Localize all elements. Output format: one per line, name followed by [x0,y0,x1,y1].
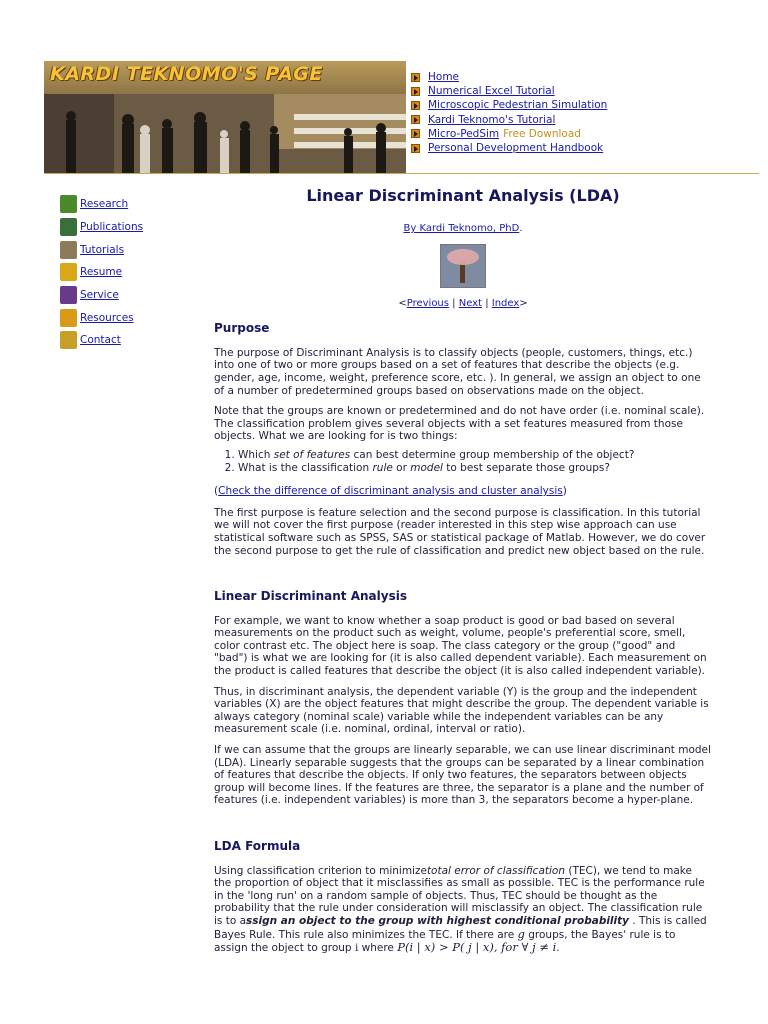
sidebar-link-research[interactable]: Research [80,198,129,211]
list-item: 2. What is the classification rule or model to best separate those groups? [238,462,712,475]
topnav-link-excel[interactable]: Numerical Excel Tutorial [428,85,555,98]
sidebar-item-resources[interactable] [60,306,143,329]
lda-paragraph-3: If we can assume that the groups are linearly separable, we can use linear discriminant model (LDA). Linearly separable suggests that the groups can be separated by a linear combination of features that describe the objects. If only two features, the separators between objects group will become lines. If the features are three, the separator is a plane and the number of features (i.e. independent variables) is more than 3, the separators become a hyper-plane. [214,744,711,807]
topnav-item-home[interactable] [411,70,607,84]
topnav-link-tutorial[interactable]: Kardi Teknomo's Tutorial [428,113,556,126]
purpose-list [216,449,712,474]
topnav-item-handbook[interactable] [411,141,607,155]
banner-title: KARDI TEKNOMO'S PAGE [50,63,323,85]
bayes-rule-formula: P(i | x) > P( j | x), for ∀ j ≠ i [397,940,557,955]
sidebar-link-tutorials[interactable]: Tutorials [80,243,125,256]
sidebar-item-contact[interactable] [60,329,143,352]
topnav-link-home[interactable]: Home [428,71,460,83]
sidebar-item-service[interactable] [60,284,143,307]
check-difference-line: (Check the difference of discriminant analysis and cluster analysis) [214,485,567,498]
arrow-bullet-icon [411,129,420,138]
author-link[interactable]: By Kardi Teknomo, PhD [403,223,520,234]
heading-lda: Linear Discriminant Analysis [214,589,407,604]
sidebar-item-research[interactable] [60,193,143,216]
arrow-bullet-icon [411,144,420,153]
author-suffix: . [519,223,523,234]
free-download-label: Free Download [503,127,581,140]
list-item: 1. Which set of features can best determine group membership of the object? [238,449,712,462]
sidebar-item-publications[interactable] [60,216,143,239]
author-line [214,223,712,236]
topnav-item-pedestrian[interactable] [411,98,607,112]
contact-icon [60,331,77,349]
sidebar-link-resume[interactable]: Resume [80,266,123,279]
lda-paragraph-2: Thus, in discriminant analysis, the dependent variable (Y) is the group and the independent variables (X) are the object features that might describe the group. The dependent variable is always category (nominal scale) variable while the independent variables can be any measurement scale (i.e. nominal, ordinal, interval or ratio). [214,685,709,736]
topnav-item-excel[interactable] [411,84,607,98]
check-difference-link[interactable]: Check the difference of discriminant analysis and cluster analysis [218,485,563,498]
purpose-paragraph-2: Note that the groups are known or predetermined and do not have order (i.e. nominal scale). The classification problem gives several objects with a set features measured from those objects. What we are looking for is two things: [214,405,705,443]
purpose-paragraph-1: The purpose of Discriminant Analysis is to classify objects (people, customers, things, etc.) into one of two or more groups based on a set of features that describe the objects (e.g. gender, age, income, weight, preference score, etc. ). In general, we assign an object to one of a number of predetermined groups based on observations made on the object. [214,346,701,397]
sidebar-link-service[interactable]: Service [80,289,119,302]
resume-icon [60,263,77,281]
topnav-item-pedsim[interactable] [411,127,607,141]
g-symbol: g [517,926,525,941]
sidebar [60,193,143,352]
next-link[interactable]: Next [458,297,483,309]
topnav-link-pedsim[interactable]: Micro-PedSim [428,127,500,140]
sidebar-link-publications[interactable]: Publications [80,221,144,234]
topnav-link-pedestrian[interactable]: Microscopic Pedestrian Simulation [428,99,608,112]
lda-paragraph-1: For example, we want to know whether a soap product is good or bad based on several measurements on the product such as weight, volume, people's preferential score, smell, color contrast etc. The object here is soap. The class category or the group ("good" and "bad") is what we are looking for (it is also called dependent variable). Each measurement on the product is called features that describe the object (it is also called independent variable). [214,614,707,678]
topnav-link-handbook[interactable]: Personal Development Handbook [428,141,604,154]
header-banner [44,61,406,174]
page-title: Linear Discriminant Analysis (LDA) [306,186,620,205]
tree-image [440,244,486,288]
research-icon [60,195,77,213]
formula-paragraph: Using classification criterion to minimizetotal error of classification (TEC), we tend to make the proportion of object that it misclassifies as small as possible. TEC is the performance rule in the 'long run' on a random sample of objects. Thus, TEC should be thought as the probability that the rule under consideration will misclassify an object. The classification rule is to assign an object to the group with highest conditional probability . This is called Bayes Rule. This rule also minimizes the TEC. If there are g groups, the Bayes' rule is to assign the object to group i where P(i | x) > P( j | x), for ∀ j ≠ i. [214,864,707,955]
sidebar-link-contact[interactable]: Contact [80,334,121,347]
topnav-item-tutorial[interactable] [411,113,607,127]
purpose-paragraph-3: The first purpose is feature selection and the second purpose is classification. In this tutorial we will not cover the first purpose (reader interested in this step wise approach can use statistical software such as SPSS, SAS or statistical package of Matlab. However, we do cover the second purpose to get the rule of classification and predict new object based on the rule. [214,506,706,557]
i-symbol: i [354,942,359,955]
tutorials-icon [60,241,77,259]
banner-photo [44,94,406,174]
top-navigation [411,70,607,155]
sidebar-item-resume[interactable] [60,261,143,284]
heading-lda-formula: LDA Formula [214,839,301,853]
arrow-bullet-icon [411,87,420,96]
index-link[interactable]: Index [491,297,520,309]
sidebar-link-resources[interactable]: Resources [80,311,134,324]
sidebar-item-tutorials[interactable] [60,238,143,261]
header-divider [44,173,759,174]
publications-icon [60,218,77,236]
arrow-bullet-icon [411,101,420,110]
previous-link[interactable]: Previous [406,297,449,309]
arrow-bullet-icon [411,115,420,124]
service-icon [60,286,77,304]
arrow-bullet-icon [411,73,420,82]
main-content [214,186,712,955]
heading-purpose: Purpose [214,321,270,336]
pager: <Previous | Next | Index> [398,297,528,309]
resources-icon [60,309,77,327]
